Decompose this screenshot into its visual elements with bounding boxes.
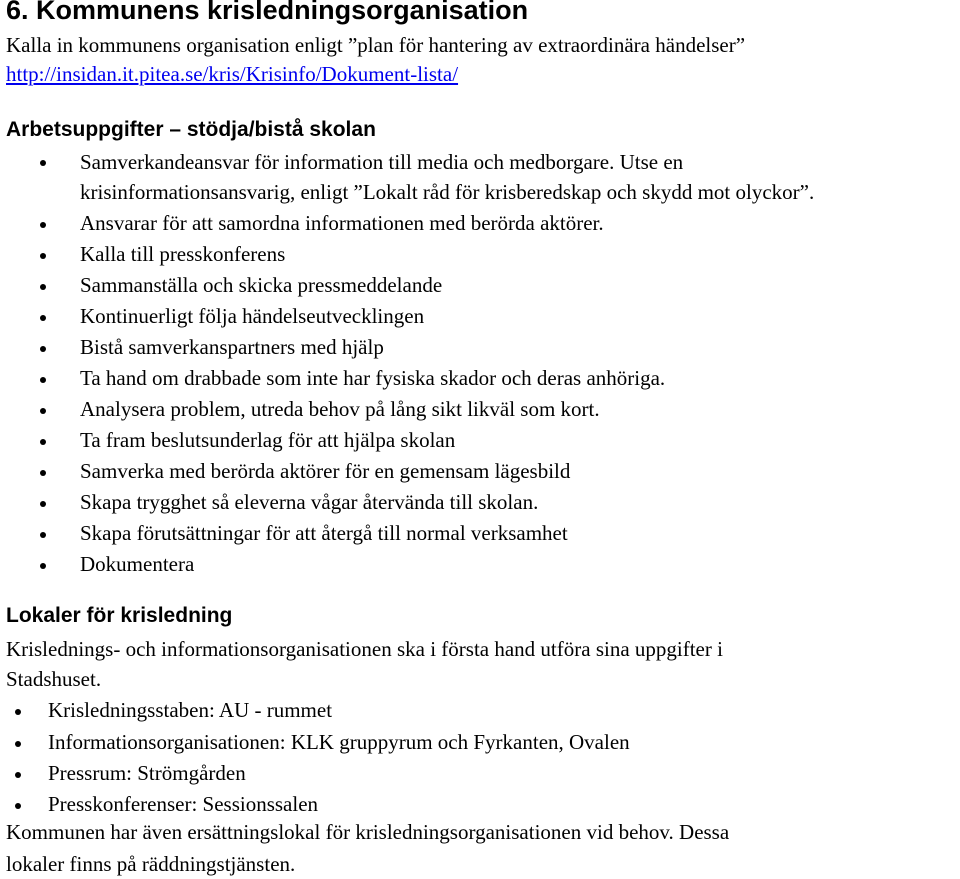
list-item: Sammanställa och skicka pressmeddelande [80,273,443,297]
list-item: Skapa trygghet så eleverna vågar återvända till skolan. [80,490,539,514]
bullet-icon [40,408,46,414]
list-item: Ta hand om drabbade som inte har fysiska skador och deras anhöriga. [80,366,666,390]
bullet-icon [40,563,46,569]
list-item: Analysera problem, utreda behov på lång sikt likväl som kort. [80,397,600,421]
section-title: 6. Kommunens krisledningsorganisation [6,0,529,25]
bullet-icon [40,284,46,290]
list-item: Ansvarar för att samordna informationen med berörda aktörer. [80,211,604,235]
list-item: Dokumentera [80,552,195,576]
bullet-icon [15,709,21,715]
bullet-icon [40,377,46,383]
list-item: Krisledningsstaben: AU - rummet [48,698,333,722]
intro-text: Kalla in kommunens organisation enligt ”plan för hantering av extraordinära händelser” [6,33,746,57]
list-item: Presskonferenser: Sessionssalen [48,792,319,816]
list-item: Samverka med berörda aktörer för en gemensam lägesbild [80,459,571,483]
bullet-icon [15,772,21,778]
list-item: Pressrum: Strömgården [48,761,246,785]
bullet-icon [40,222,46,228]
closing-paragraph: Kommunen har även ersättningslokal för krisledningsorganisationen vid behov. Dessa [6,820,730,844]
list-item-continuation: krisinformationsansvarig, enligt ”Lokalt råd för krisberedskap och skydd mot olyckor”. [80,180,815,204]
bullet-icon [40,470,46,476]
bullet-icon [40,253,46,259]
list-item: Samverkandeansvar för information till media och medborgare. Utse en [80,150,684,174]
document-list-link[interactable]: http://insidan.it.pitea.se/kris/Krisinfo/Dokument-lista/ [6,62,459,86]
bullet-icon [40,501,46,507]
list-item: Ta fram beslutsunderlag för att hjälpa skolan [80,428,456,452]
list-item: Kontinuerligt följa händelseutvecklingen [80,304,425,328]
list-item: Bistå samverkanspartners med hjälp [80,335,384,359]
bullet-icon [40,315,46,321]
closing-paragraph-continuation: lokaler finns på räddningstjänsten. [6,852,296,876]
list-item: Kalla till presskonferens [80,242,286,266]
bullet-icon [15,803,21,809]
tasks-heading: Arbetsuppgifter – stödja/bistå skolan [6,118,376,141]
premises-heading: Lokaler för krisledning [6,604,233,627]
bullet-icon [40,346,46,352]
list-item: Informationsorganisationen: KLK gruppyrum och Fyrkanten, Ovalen [48,730,630,754]
premises-paragraph: Krislednings- och informationsorganisationen ska i första hand utföra sina uppgifter i [6,637,723,661]
bullet-icon [40,439,46,445]
bullet-icon [40,160,46,166]
premises-paragraph-continuation: Stadshuset. [6,667,102,691]
bullet-icon [40,532,46,538]
bullet-icon [15,741,21,747]
list-item: Skapa förutsättningar för att återgå till normal verksamhet [80,521,568,545]
